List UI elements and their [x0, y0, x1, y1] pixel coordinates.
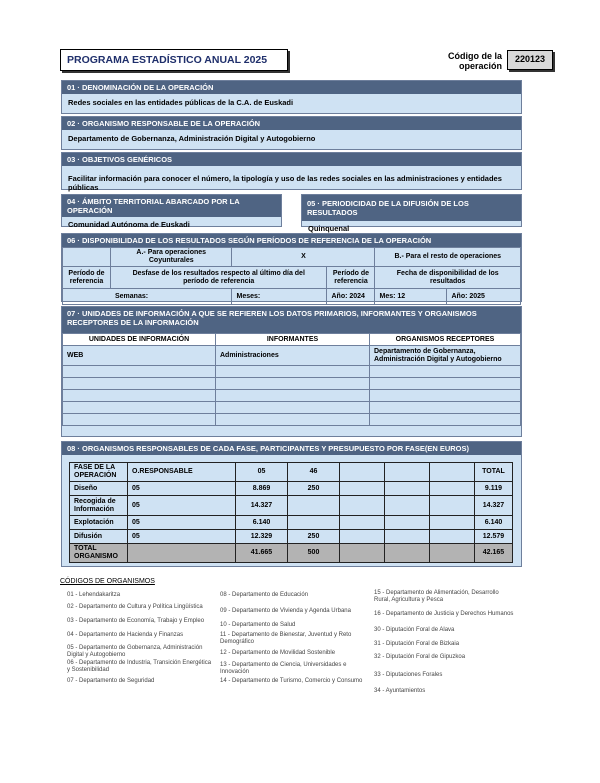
codigo-item: 05 - Departamento de Gobernanza, Administración Digital y Autogobierno	[67, 645, 203, 658]
table-row	[70, 482, 513, 496]
total-row	[70, 544, 513, 563]
section-01	[61, 80, 522, 114]
desfase-line2: período de referencia	[183, 277, 255, 285]
codigo-value: 220123	[507, 50, 553, 70]
section-04-header: 04 · ÁMBITO TERRITORIAL ABARCADO POR LA OPERACIÓN	[62, 195, 281, 217]
meses-label: Meses:	[232, 289, 327, 305]
codigo-item: 15 - Departamento de Alimentación, Desarrollo Rural, Agricultura y Pesca	[374, 590, 499, 603]
page-title: PROGRAMA ESTADÍSTICO ANUAL 2025	[60, 49, 288, 71]
h-org-46: 46	[288, 463, 340, 482]
periodo-referencia-label: Período de referencia	[63, 267, 111, 289]
codigo-item: 30 - Diputación Foral de Alava	[374, 627, 455, 633]
codigo-item: 14 - Departamento de Turismo, Comercio y Consumo	[220, 678, 363, 684]
value-cell	[288, 496, 340, 516]
codigo-item: 10 - Departamento de Salud	[220, 622, 296, 628]
codigo-item: 07 - Departamento de Seguridad	[67, 678, 155, 684]
resp-cell: 05	[128, 516, 236, 530]
codigo-item: 11 - Departamento de Bienestar, Juventud y Reto Demográfico	[220, 632, 352, 645]
codigo-item: 34 - Ayuntamientos	[374, 688, 426, 694]
codigo-item: 03 - Departamento de Economía, Trabajo y Empleo	[67, 618, 205, 624]
empty-row	[63, 378, 521, 390]
codigo-label-line1: Código de la	[448, 51, 502, 61]
section-07	[61, 306, 522, 437]
codigo-label-line2: operación	[458, 61, 502, 71]
section-08-header: 08 · ORGANISMOS RESPONSABLES DE CADA FASE, PARTICIPANTES Y PRESUPUESTO POR FASE(EN EUROS)	[62, 442, 521, 455]
anio-referencia: Año: 2024	[327, 289, 375, 305]
resp-cell: 05	[128, 496, 236, 516]
table-row	[70, 530, 513, 544]
desfase-label	[111, 267, 327, 289]
codigo-item: 02 - Departamento de Cultura y Política Lingüística	[67, 604, 203, 610]
fase-cell: Explotación	[70, 516, 128, 530]
section-04-text: Comunidad Autónoma de Euskadi	[68, 220, 190, 229]
h-total: TOTAL	[475, 463, 513, 482]
section-02	[61, 116, 522, 150]
fase-cell: Diseño	[70, 482, 128, 496]
codigo-item: 13 - Departamento de Ciencia, Universidades e Innovación	[220, 662, 347, 675]
periodo-referencia-label-2: Período de referencia	[327, 267, 375, 289]
semanas-label: Semanas:	[63, 289, 232, 305]
codigos-col2	[220, 592, 365, 685]
fase-cell: Difusión	[70, 530, 128, 544]
empty-row	[63, 402, 521, 414]
value-cell: 250	[288, 482, 340, 496]
section-03	[61, 152, 522, 190]
codigo-item: 08 - Departamento de Educación	[220, 592, 309, 598]
codigo-item: 33 - Diputaciones Forales	[374, 672, 443, 678]
value-cell: 12.329	[236, 530, 288, 544]
resto-label: B.- Para el resto de operaciones	[375, 248, 521, 267]
value-cell: 6.140	[236, 516, 288, 530]
anio-disponibilidad: Año: 2025	[447, 289, 521, 305]
value-cell: 250	[288, 530, 340, 544]
value-cell: 8.869	[236, 482, 288, 496]
empty-row	[63, 414, 521, 426]
section-07-table	[62, 333, 521, 426]
total-cell: 12.579	[475, 530, 513, 544]
fase-cell: Recogida de Información	[70, 496, 128, 516]
section-06-table	[62, 247, 521, 305]
h-responsable: O.RESPONSABLE	[128, 463, 236, 482]
desfase-line1: Desfase de los resultados respecto al último día del	[132, 269, 305, 277]
section-05	[301, 194, 522, 233]
value-cell: 14.327	[236, 496, 288, 516]
fecha-disponibilidad-label: Fecha de disponibilidad de los resultados	[375, 267, 521, 289]
codigo-label	[440, 51, 502, 71]
empty-row	[63, 390, 521, 402]
grand-total: 42.165	[475, 544, 513, 563]
section-02-header: 02 · ORGANISMO RESPONSABLE DE LA OPERACIÓN	[62, 117, 521, 130]
codigos-header: CÓDIGOS DE ORGANISMOS	[60, 578, 155, 585]
total-cell: 14.327	[475, 496, 513, 516]
codigo-item: 09 - Departamento de Vivienda y Agenda Urbana	[220, 608, 351, 614]
section-02-text: Departamento de Gobernanza, Administración Digital y Autogobierno	[68, 134, 316, 143]
section-03-text: Facilitar información para conocer el número, la tipología y uso de las redes sociales en las administraciones y entidades públicas	[68, 174, 502, 192]
codigo-item: 04 - Departamento de Hacienda y Finanzas	[67, 632, 184, 638]
codigo-item: 31 - Diputación Foral de Bizkaia	[374, 641, 460, 647]
total-46: 500	[288, 544, 340, 563]
codigo-item: 32 - Diputación Foral de Gipuzkoa	[374, 654, 466, 660]
total-cell: 6.140	[475, 516, 513, 530]
informante-cell: Administraciones	[216, 346, 370, 366]
receptor-cell: Departamento de Gobernanza, Administración Digital y Autogobierno	[370, 346, 521, 366]
h-org-05: 05	[236, 463, 288, 482]
codigo-item: 12 - Departamento de Movilidad Sostenible	[220, 650, 336, 656]
section-06	[61, 233, 522, 302]
value-cell	[288, 516, 340, 530]
codigos-col1	[67, 592, 212, 685]
resp-cell: 05	[128, 482, 236, 496]
empty-row	[63, 366, 521, 378]
section-06-header: 06 · DISPONIBILIDAD DE LOS RESULTADOS SEGÚN PERÍODOS DE REFERENCIA DE LA OPERACIÓN	[62, 234, 521, 247]
section-05-text: Quinquenal	[308, 224, 350, 233]
codigos-col3	[374, 590, 514, 695]
col-informantes: INFORMANTES	[216, 334, 370, 346]
table-row	[70, 516, 513, 530]
x-mark: X	[232, 248, 375, 267]
presupuesto-table	[69, 462, 513, 563]
coyunturales-label: A.- Para operaciones Coyunturales	[111, 248, 232, 267]
total-organismo-label: TOTAL ORGANISMO	[70, 544, 128, 563]
section-07-header: 07 · UNIDADES DE INFORMACIÓN A QUE SE REFIEREN LOS DATOS PRIMARIOS, INFORMANTES Y ORGANISMOS RECEPTORES DE LA INFORMACIÓN	[62, 307, 521, 333]
section-05-header: 05 · PERIODICIDAD DE LA DIFUSIÓN DE LOS RESULTADOS	[302, 195, 521, 221]
resp-cell: 05	[128, 530, 236, 544]
codigo-item: 16 - Departamento de Justicia y Derechos Humanos	[374, 611, 514, 617]
section-03-header: 03 · OBJETIVOS GENÉRICOS	[62, 153, 521, 166]
total-cell: 9.119	[475, 482, 513, 496]
mes-value: Mes: 12	[375, 289, 447, 305]
codigo-item: 01 - Lehendakaritza	[67, 592, 121, 598]
unidad-cell: WEB	[63, 346, 216, 366]
section-04	[61, 194, 282, 227]
section-01-header: 01 · DENOMINACIÓN DE LA OPERACIÓN	[62, 81, 521, 94]
total-05: 41.665	[236, 544, 288, 563]
h-fase: FASE DE LA OPERACIÓN	[70, 463, 128, 482]
table-row	[70, 496, 513, 516]
section-01-text: Redes sociales en las entidades públicas de la C.A. de Euskadi	[68, 98, 294, 107]
codigo-item: 06 - Departamento de Industria, Transición Energética y Sostenibilidad	[67, 660, 212, 673]
col-unidades: UNIDADES DE INFORMACIÓN	[63, 334, 216, 346]
section-08	[61, 441, 522, 567]
col-receptores: ORGANISMOS RECEPTORES	[370, 334, 521, 346]
